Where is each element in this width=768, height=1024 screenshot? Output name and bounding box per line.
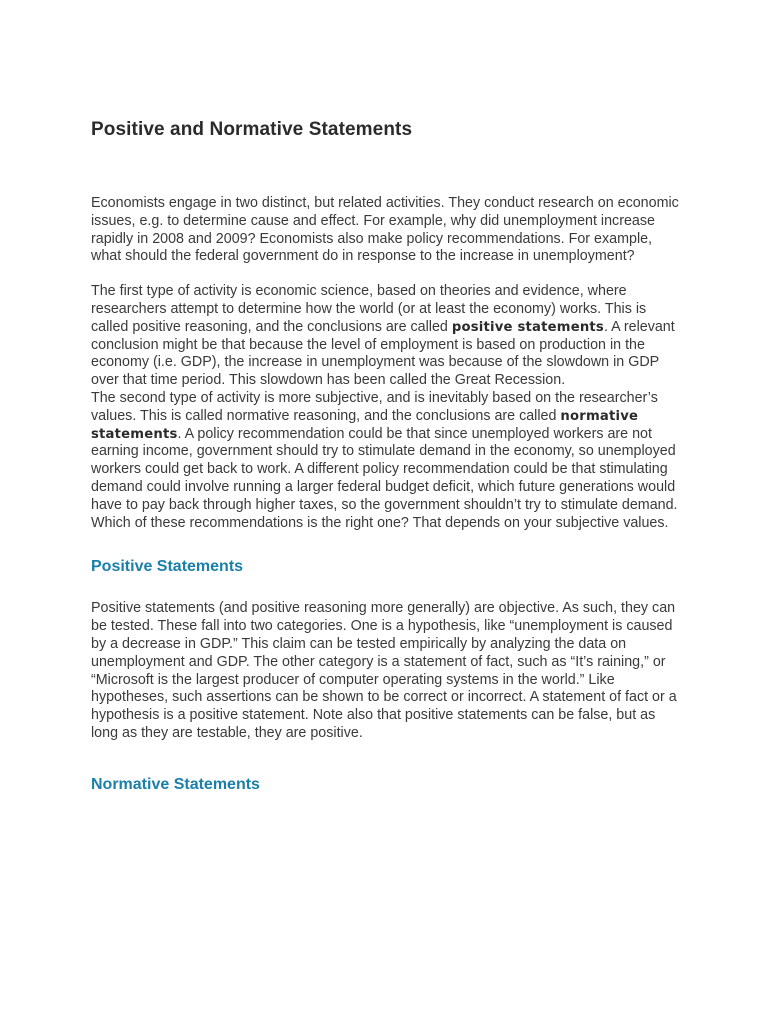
- positive-reasoning-paragraph: [91, 283, 681, 390]
- paragraph-text: The first type of activity is economic science, based on theories and evidence, where researchers attempt to determine how the world (or at least the economy) works. This is called positive reasoning, and the conclusions are called: [91, 283, 647, 335]
- paragraph-text: . A policy recommendation could be that since unemployed workers are not earning income, government should try to stimulate demand in the economy, so unemployed workers could get back to work. A different policy recommendation could be that stimulating demand could involve running a larger federal budget deficit, which future generations would have to pay back through higher taxes, so the government shouldn’t try to stimulate demand. Which of these recommendations is the right one? That depends on your subjective values.: [91, 425, 678, 531]
- section-heading-positive: Positive Statements: [91, 558, 244, 576]
- article-body: [91, 116, 681, 796]
- intro-paragraph: Economists engage in two distinct, but related activities. They conduct research on economic issues, e.g. to determine cause and effect. For example, why did unemployment increase rapidly in 2008 and 2009? Economists also make policy recommendations. For example, what should the federal government do in response to the increase in unemployment?: [91, 195, 679, 265]
- paragraph-text: The second type of activity is more subjective, and is inevitably based on the researcher’s values. This is called normative reasoning, and the conclusions are called: [91, 389, 658, 424]
- paragraph-text: . A relevant conclusion might be that because the level of employment is based on production in the economy (i.e. GDP), the increase in unemployment was because of the slowdown in GDP over that time period. This slowdown has been called the Great Recession.: [91, 318, 675, 389]
- positive-statements-term: positive statements: [451, 319, 604, 335]
- section-heading-normative: Normative Statements: [91, 775, 260, 793]
- normative-reasoning-paragraph: [91, 390, 681, 532]
- normative-statements-term: normative statements: [91, 408, 639, 442]
- page-title: Positive and Normative Statements: [91, 119, 413, 140]
- positive-statements-paragraph: Positive statements (and positive reasoning more generally) are objective. As such, they can be tested. These fall into two categories. One is a hypothesis, like “unemployment is caused by a decrease in GDP.” This claim can be tested empirically by analyzing the data on unemployment and GDP. The other category is a statement of fact, such as “It’s raining,” or “Microsoft is the largest producer of computer operating systems in the world.” Like hypotheses, such assertions can be shown to be correct or incorrect. A statement of fact or a hypothesis is a positive statement. Note also that positive statements can be false, but as long as they are testable, they are positive.: [91, 600, 677, 741]
